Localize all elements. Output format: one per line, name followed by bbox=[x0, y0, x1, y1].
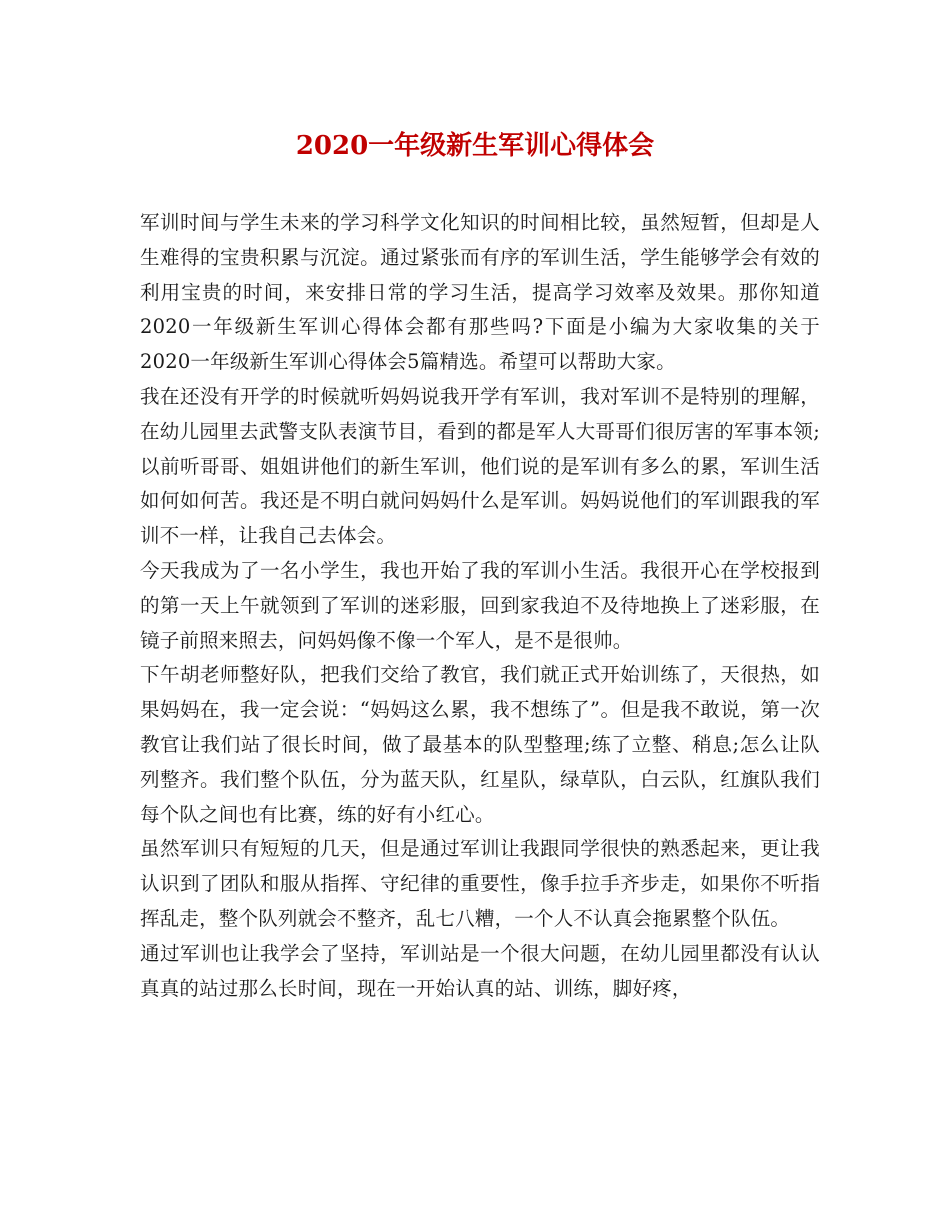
paragraph: 军训时间与学生未来的学习科学文化知识的时间相比较，虽然短暂，但却是人生难得的宝贵积累与沉淀。通过紧张而有序的军训生活，学生能够学会有效的利用宝贵的时间，来安排日常的学习生活，提高学习效率及效果。那你知道2020一年级新生军训心得体会都有那些吗?下面是小编为大家收集的关于2020一年级新生军训心得体会5篇精选。希望可以帮助大家。 bbox=[140, 211, 820, 374]
paragraph: 通过军训也让我学会了坚持，军训站是一个很大问题，在幼儿园里都没有认认真真的站过那么长时间，现在一开始认真的站、训练，脚好疼， bbox=[140, 941, 820, 1000]
paragraph: 下午胡老师整好队，把我们交给了教官，我们就正式开始训练了，天很热，如果妈妈在，我一定会说：“妈妈这么累，我不想练了”。但是我不敢说，第一次教官让我们站了很长时间，做了最基本的队型整理;练了立整、稍息;怎么让队列整齐。我们整个队伍，分为蓝天队，红星队，绿草队，白云队，红旗队我们每个队之间也有比赛，练的好有小红心。 bbox=[140, 663, 820, 826]
document-title: 2020一年级新生军训心得体会 bbox=[295, 131, 655, 161]
paragraph: 今天我成为了一名小学生，我也开始了我的军训小生活。我很开心在学校报到的第一天上午就领到了军训的迷彩服，回到家我迫不及待地换上了迷彩服，在镜子前照来照去，问妈妈像不像一个军人，是不是很帅。 bbox=[140, 558, 820, 652]
paragraph: 虽然军训只有短短的几天，但是通过军训让我跟同学很快的熟悉起来，更让我认识到了团队和服从指挥、守纪律的重要性，像手拉手齐步走，如果你不听指挥乱走，整个队列就会不整齐，乱七八糟，一个人不认真会拖累整个队伍。 bbox=[140, 837, 820, 930]
paragraph: 我在还没有开学的时候就听妈妈说我开学有军训，我对军训不是特别的理解，在幼儿园里去武警支队表演节目，看到的都是军人大哥哥们很厉害的军事本领;以前听哥哥、姐姐讲他们的新生军训，他们说的是军训有多么的累，军训生活如何如何苦。我还是不明白就问妈妈什么是军训。妈妈说他们的军训跟我的军训不一样，让我自己去体会。 bbox=[140, 384, 820, 548]
document-body bbox=[140, 206, 820, 1006]
